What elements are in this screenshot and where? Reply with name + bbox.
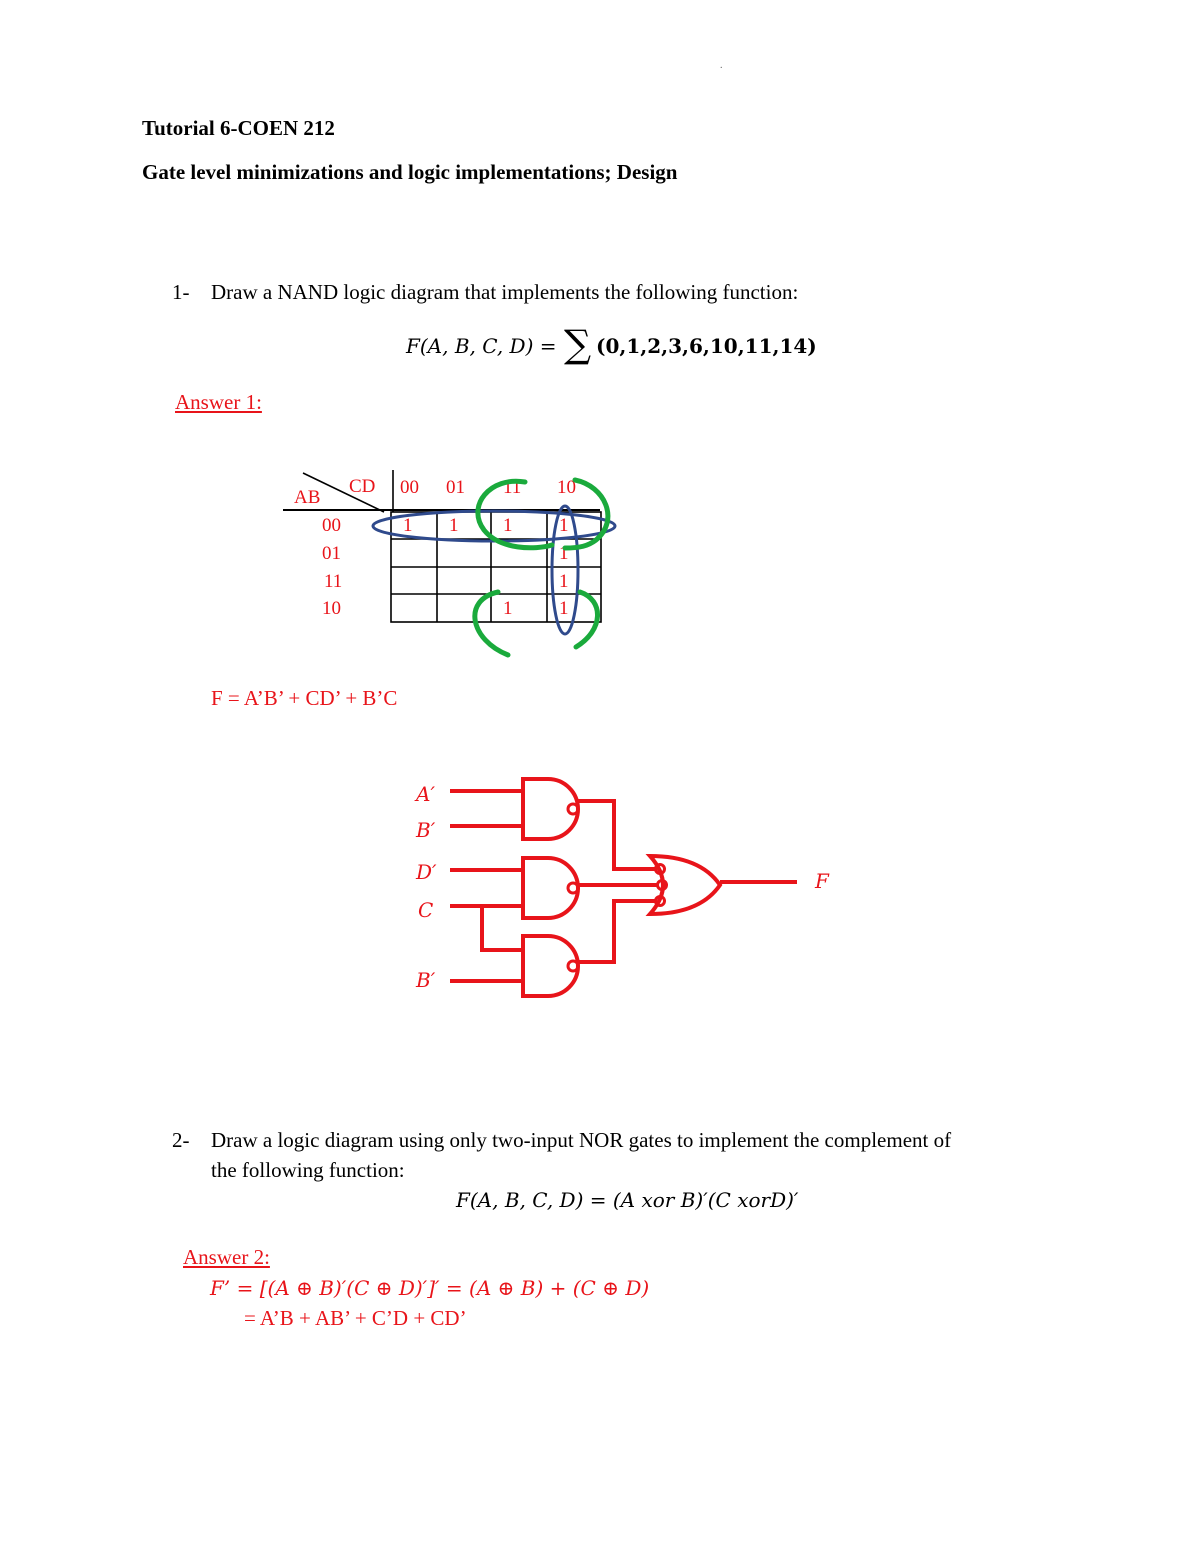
kmap-cell: 1	[559, 515, 569, 536]
question-1-formula-lhs: F(A, B, C, D) =	[406, 334, 557, 358]
nand-gate-3	[523, 936, 578, 996]
question-1-formula-rhs: (0,1,2,3,6,10,11,14)	[596, 334, 817, 358]
kmap-cell: 1	[449, 515, 459, 536]
kmap-col-header: 10	[557, 477, 576, 498]
group-arc-bottom-right	[576, 592, 598, 647]
nand-gate-1-bubble	[568, 804, 578, 814]
nand-gate-1	[523, 779, 578, 839]
circuit-output-label: F	[815, 869, 829, 893]
question-2-number: 2-	[172, 1128, 190, 1152]
wire-gate1-to-or	[578, 801, 657, 869]
kmap-col-header: 01	[446, 477, 465, 498]
document-subtitle: Gate level minimizations and logic implementations; Design	[142, 160, 678, 184]
kmap-corner-row-label: AB	[294, 487, 321, 508]
circuit-input-label: A′	[416, 782, 435, 806]
answer-1-label: Answer 1:	[175, 390, 262, 414]
kmap-cell: 1	[503, 515, 513, 536]
kmap-cell: 1	[559, 598, 569, 619]
answer-2-label: Answer 2:	[183, 1245, 270, 1269]
kmap-row-header: 00	[322, 515, 341, 536]
wire-gate3-to-or	[578, 901, 657, 962]
circuit-input-label: D′	[416, 860, 437, 884]
kmap-row-header: 10	[322, 598, 341, 619]
nand-circuit	[450, 779, 797, 996]
circuit-input-label: C	[418, 898, 434, 922]
nand-gate-2	[523, 858, 578, 918]
group-oval-col-10	[552, 506, 578, 634]
circuit-input-label: B′	[416, 818, 436, 842]
answer-2-line2: = A’B + AB’ + C’D + CD’	[244, 1306, 467, 1330]
circuit-input-label: B′	[416, 968, 436, 992]
header-mark: .	[720, 60, 723, 71]
question-1-number: 1-	[172, 280, 190, 304]
kmap-cell: 1	[503, 598, 513, 619]
document-title: Tutorial 6-COEN 212	[142, 116, 335, 140]
question-1-text: Draw a NAND logic diagram that implements the following function:	[211, 280, 799, 304]
sigma-symbol: ∑	[564, 322, 592, 366]
kmap-cell: 1	[403, 515, 413, 536]
kmap-cell: 1	[559, 571, 569, 592]
group-arc-top-left	[478, 481, 552, 548]
kmap-col-header: 11	[503, 477, 522, 498]
question-2-formula: F(A, B, C, D) = (A xor B)′(C xorD)′	[456, 1188, 799, 1212]
kmap-col-header: 00	[400, 477, 419, 498]
question-2-text-line1: Draw a logic diagram using only two-input NOR gates to implement the complement of	[211, 1128, 952, 1152]
question-2-text-line2: the following function:	[211, 1158, 405, 1182]
nand-gate-2-bubble	[568, 883, 578, 893]
wire-c-branch	[482, 906, 523, 950]
kmap-row-header: 11	[324, 571, 343, 592]
kmap-row-header: 01	[322, 543, 341, 564]
kmap-cell: 1	[559, 543, 569, 564]
nand-gate-3-bubble	[568, 961, 578, 971]
kmap-corner-diagonal	[303, 473, 384, 512]
kmap-corner-col-label: CD	[349, 476, 376, 497]
simplified-expression: F = A’B’ + CD’ + B’C	[211, 686, 398, 710]
answer-2-line1: F’ = [(A ⊕ B)′(C ⊕ D)′]′ = (A ⊕ B) + (C ⊕ D)	[210, 1276, 650, 1300]
